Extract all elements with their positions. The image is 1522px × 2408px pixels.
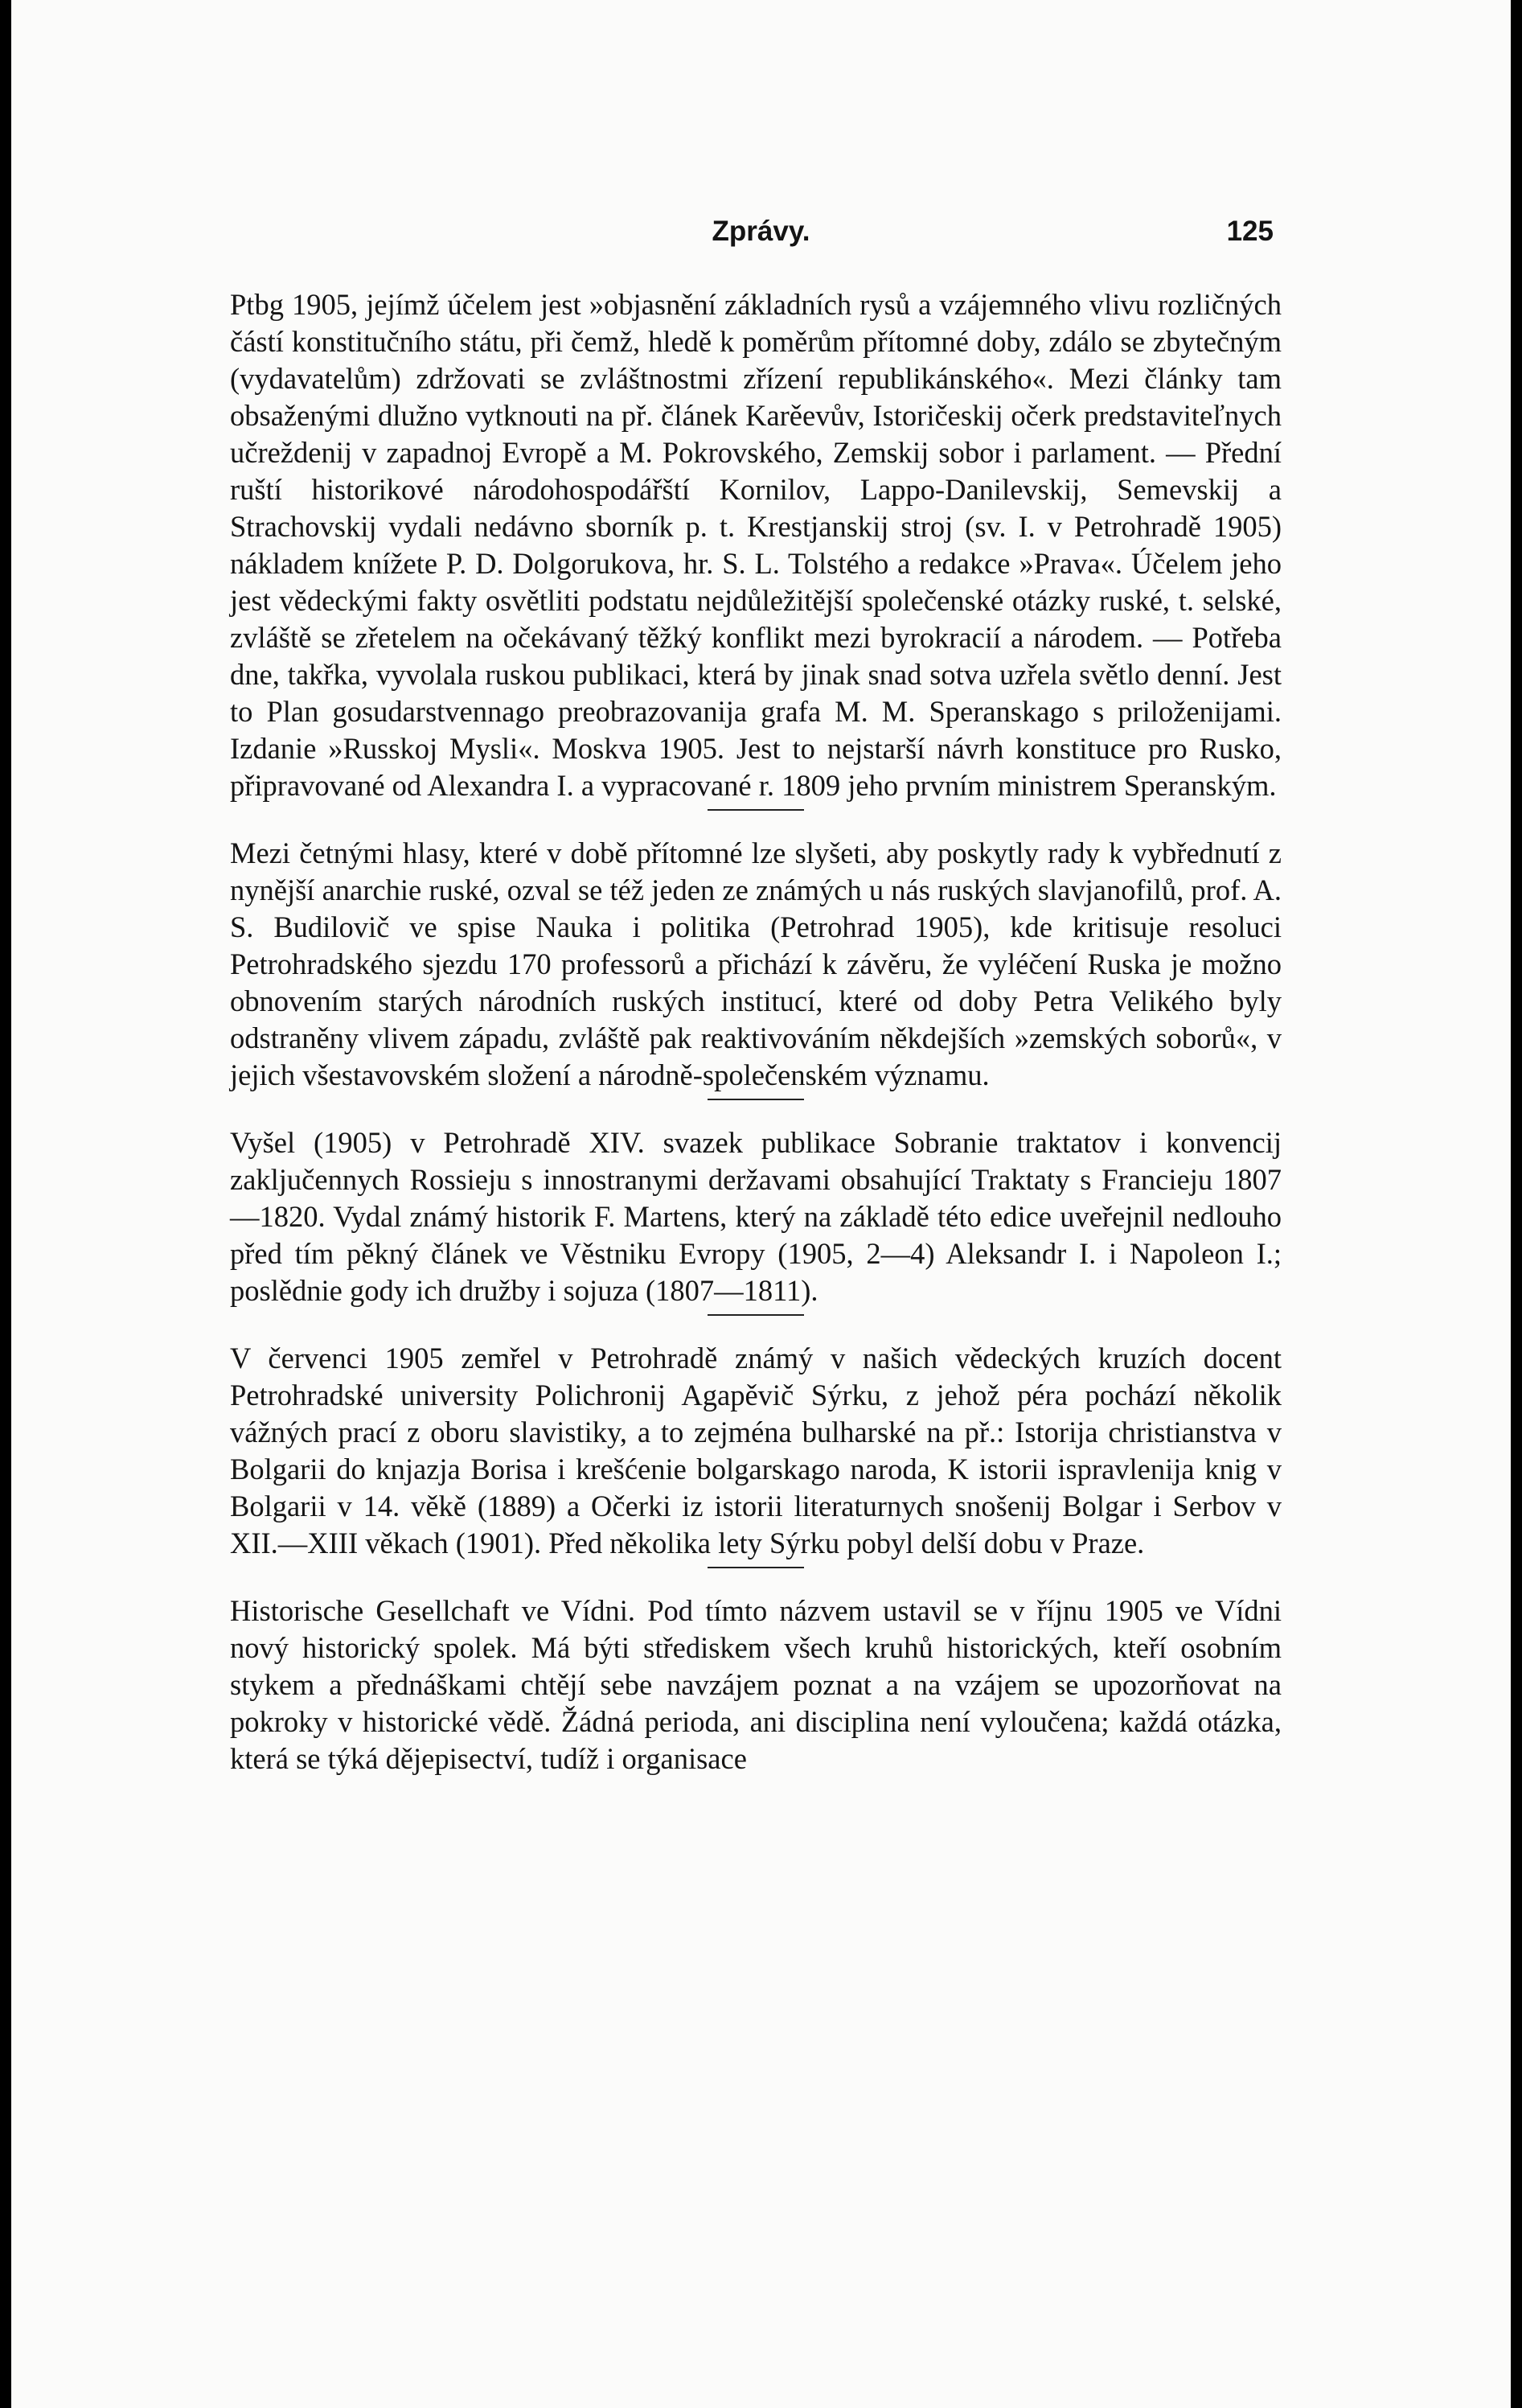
section-divider — [708, 1099, 804, 1100]
paragraph-historische-gesellschaft: Historische Gesellchaft ve Vídni. Pod tímto názvem ustavil se v říjnu 1905 ve Vídni nový historický spolek. Má býti střediskem všech kruhů historických, kteří osobním stykem a přednáškami chtějí sebe navzájem poznat a na vzájem se upozorňovat na pokroky v historické vědě. Žádná perioda, ani disciplina není vyloučena; každá otázka, která se týká dějepisectví, tudíž i organisace — [230, 1594, 1282, 1775]
paragraph-constitution-publications: Ptbg 1905, jejímž účelem jest »objasnění základních rysů a vzájemného vlivu rozličných částí konstitučního státu, při čemž, hledě k poměrům přítomné doby, zdálo se zbytečným (vydavatelům) zdržovati se zvláštnostmi zřízení republikánského«. Mezi články tam obsaženými dlužno vytknouti na př. článek Karěevův, Istoričeskij očerk predstaviteľnych učreždenij v zapadnoj Evropě a M. Pokrovského, Zemskij sobor i parlament. — Přední ruští historikové národohospodářští Kornilov, Lappo-Danilevskij, Semevskij a Strachovskij vydali nedávno sborník p. t. Krestjanskij stroj (sv. I. v Petrohradě 1905) nákladem knížete P. D. Dolgorukova, hr. S. L. Tolstého a redakce »Prava«. Účelem jeho jest vědeckými fakty osvětliti podstatu nejdůležitější společenské otázky ruské, t. selské, zvláště se zřetelem na očekávaný těžký konflikt mezi byrokracií a národem. — Potřeba dne, takřka, vyvolala ruskou publikaci, která by jinak snad sotva uzřela světlo denní. Jest to Plan gosudarstvennago preobrazovanija grafa M. M. Speranskago s priloženijami. Izdanie »Russkoj Mysli«. Moskva 1905. Jest to nejstarší návrh konstituce pro Rusko, připravované od Alexandra I. a vypracované r. 1809 jeho prvním ministrem Speranským. — [230, 288, 1282, 802]
section-divider — [708, 1567, 804, 1568]
section-divider — [708, 1314, 804, 1316]
paragraph-treaties: Vyšel (1905) v Petrohradě XIV. svazek publikace Sobranie traktatov i konvencij zaključennych Rossieju s innostranymi deržavami obsahující Traktaty s Francieju 1807—1820. Vydal známý historik F. Martens, který na základě této edice uveřejnil nedlouho před tím pěkný článek ve Věstniku Evropy (1905, 2—4) Aleksandr I. i Napoleon I.; poslědnie gody ich družby i sojuza (1807—1811). — [230, 1126, 1282, 1307]
running-title: Zprávy. — [712, 216, 810, 247]
page — [11, 0, 1511, 2408]
paragraph-syrku-obituary: V červenci 1905 zemřel v Petrohradě známý v našich vědeckých kruzích docent Petrohradské university Polichronij Agapěvič Sýrku, z jehož péra pochází několik vážných prací z oboru slavistiky, a to zejména bulharské na př.: Istorija christianstva v Bolgarii do knjazja Borisa i krešćenie bolgarskago naroda, K istorii ispravlenija knig v Bolgarii v 14. věkě (1889) a Očerki iz istorii literaturnych snošenij Bolgar i Serbov v XII.—XIII věkach (1901). Před několika lety Sýrku pobyl delší dobu v Praze. — [230, 1342, 1282, 1559]
section-divider — [708, 809, 804, 811]
paragraph-budilovic: Mezi četnými hlasy, které v době přítomné lze slyšeti, aby poskytly rady k vybřednutí z nynější anarchie ruské, ozval se též jeden ze známých u nás ruských slavjanofilů, prof. A. S. Budilovič ve spise Nauka i politika (Petrohrad 1905), kde kritisuje resoluci Petrohradského sjezdu 170 professorů a přichází k závěru, že vyléčení Ruska je možno obnovením starých národních ruských institucí, které od doby Petra Velikého byly odstraněny vlivem západu, zvláště pak reaktivováním někdejších »zemských soborů«, v jejich všestavovském složení a národně-společenském významu. — [230, 836, 1282, 1091]
body-text — [230, 286, 1282, 1777]
page-number: 125 — [1226, 216, 1274, 247]
page-header — [11, 216, 1511, 256]
